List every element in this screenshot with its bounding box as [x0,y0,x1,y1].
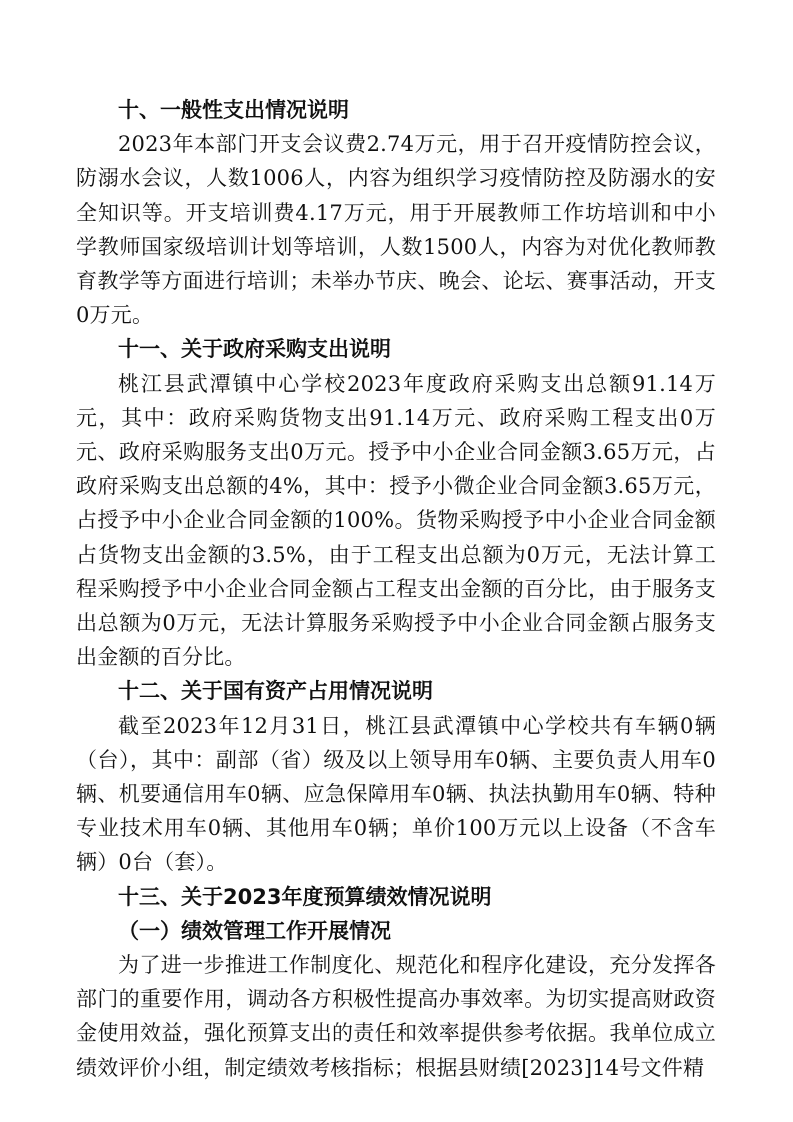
section-subheading: （一）绩效管理工作开展情况 [118,918,391,943]
section-paragraph: 桃江县武潭镇中心学校2023年度政府采购支出总额91.14万元，其中：政府采购货物支出91.14万元、政府采购工程支出0万元、政府采购服务支出0万元。授予中小企业合同金额3.65万元，占政府采购支出总额的4%，其中：授予小微企业合同金额3.65万元，占授予中小企业合同金额的100%。货物采购授予中小企业合同金额占货物支出金额的3.5%，由于工程支出总额为0万元，无法计算工程采购授予中小企业合同金额占工程支出金额的百分比，由于服务支出总额为0万元，无法计算服务采购授予中小企业合同金额占服务支出金额的百分比。 [76,371,716,670]
section-paragraph: 为了进一步推进工作制度化、规范化和程序化建设，充分发挥各部门的重要作用，调动各方积极性提高办事效率。为切实提高财政资金使用效益，强化预算支出的责任和效率提供参考依据。我单位成立绩效评价小组，制定绩效考核指标；根据县财绩[2023]14号文件精 [76,953,716,1080]
section-heading: 十一、关于政府采购支出说明 [118,337,391,362]
section-paragraph: 截至2023年12月31日，桃江县武潭镇中心学校共有车辆0辆（台），其中：副部（省）级及以上领导用车0辆、主要负责人用车0辆、机要通信用车0辆、应急保障用车0辆、执法执勤用车0辆、特种专业技术用车0辆、其他用车0辆；单价100万元以上设备（不含车辆）0台（套）。 [76,713,716,875]
section-heading: 十、一般性支出情况说明 [118,98,349,122]
section-government-procurement [76,332,716,674]
section-state-assets [76,674,716,879]
section-general-expenditure [76,93,716,332]
document-body [76,93,716,1085]
section-budget-performance [76,880,716,1085]
section-heading: 十二、关于国有资产占用情况说明 [118,679,433,704]
section-paragraph: 2023年本部门开支会议费2.74万元，用于召开疫情防控会议，防溺水会议，人数1006人，内容为组织学习疫情防控及防溺水的安全知识等。开支培训费4.17万元，用于开展教师工作坊培训和中小学教师国家级培训计划等培训，人数1500人，内容为对优化教师教育教学等方面进行培训；未举办节庆、晚会、论坛、赛事活动，开支0万元。 [76,132,716,328]
section-heading: 十三、关于2023年度预算绩效情况说明 [118,884,492,909]
